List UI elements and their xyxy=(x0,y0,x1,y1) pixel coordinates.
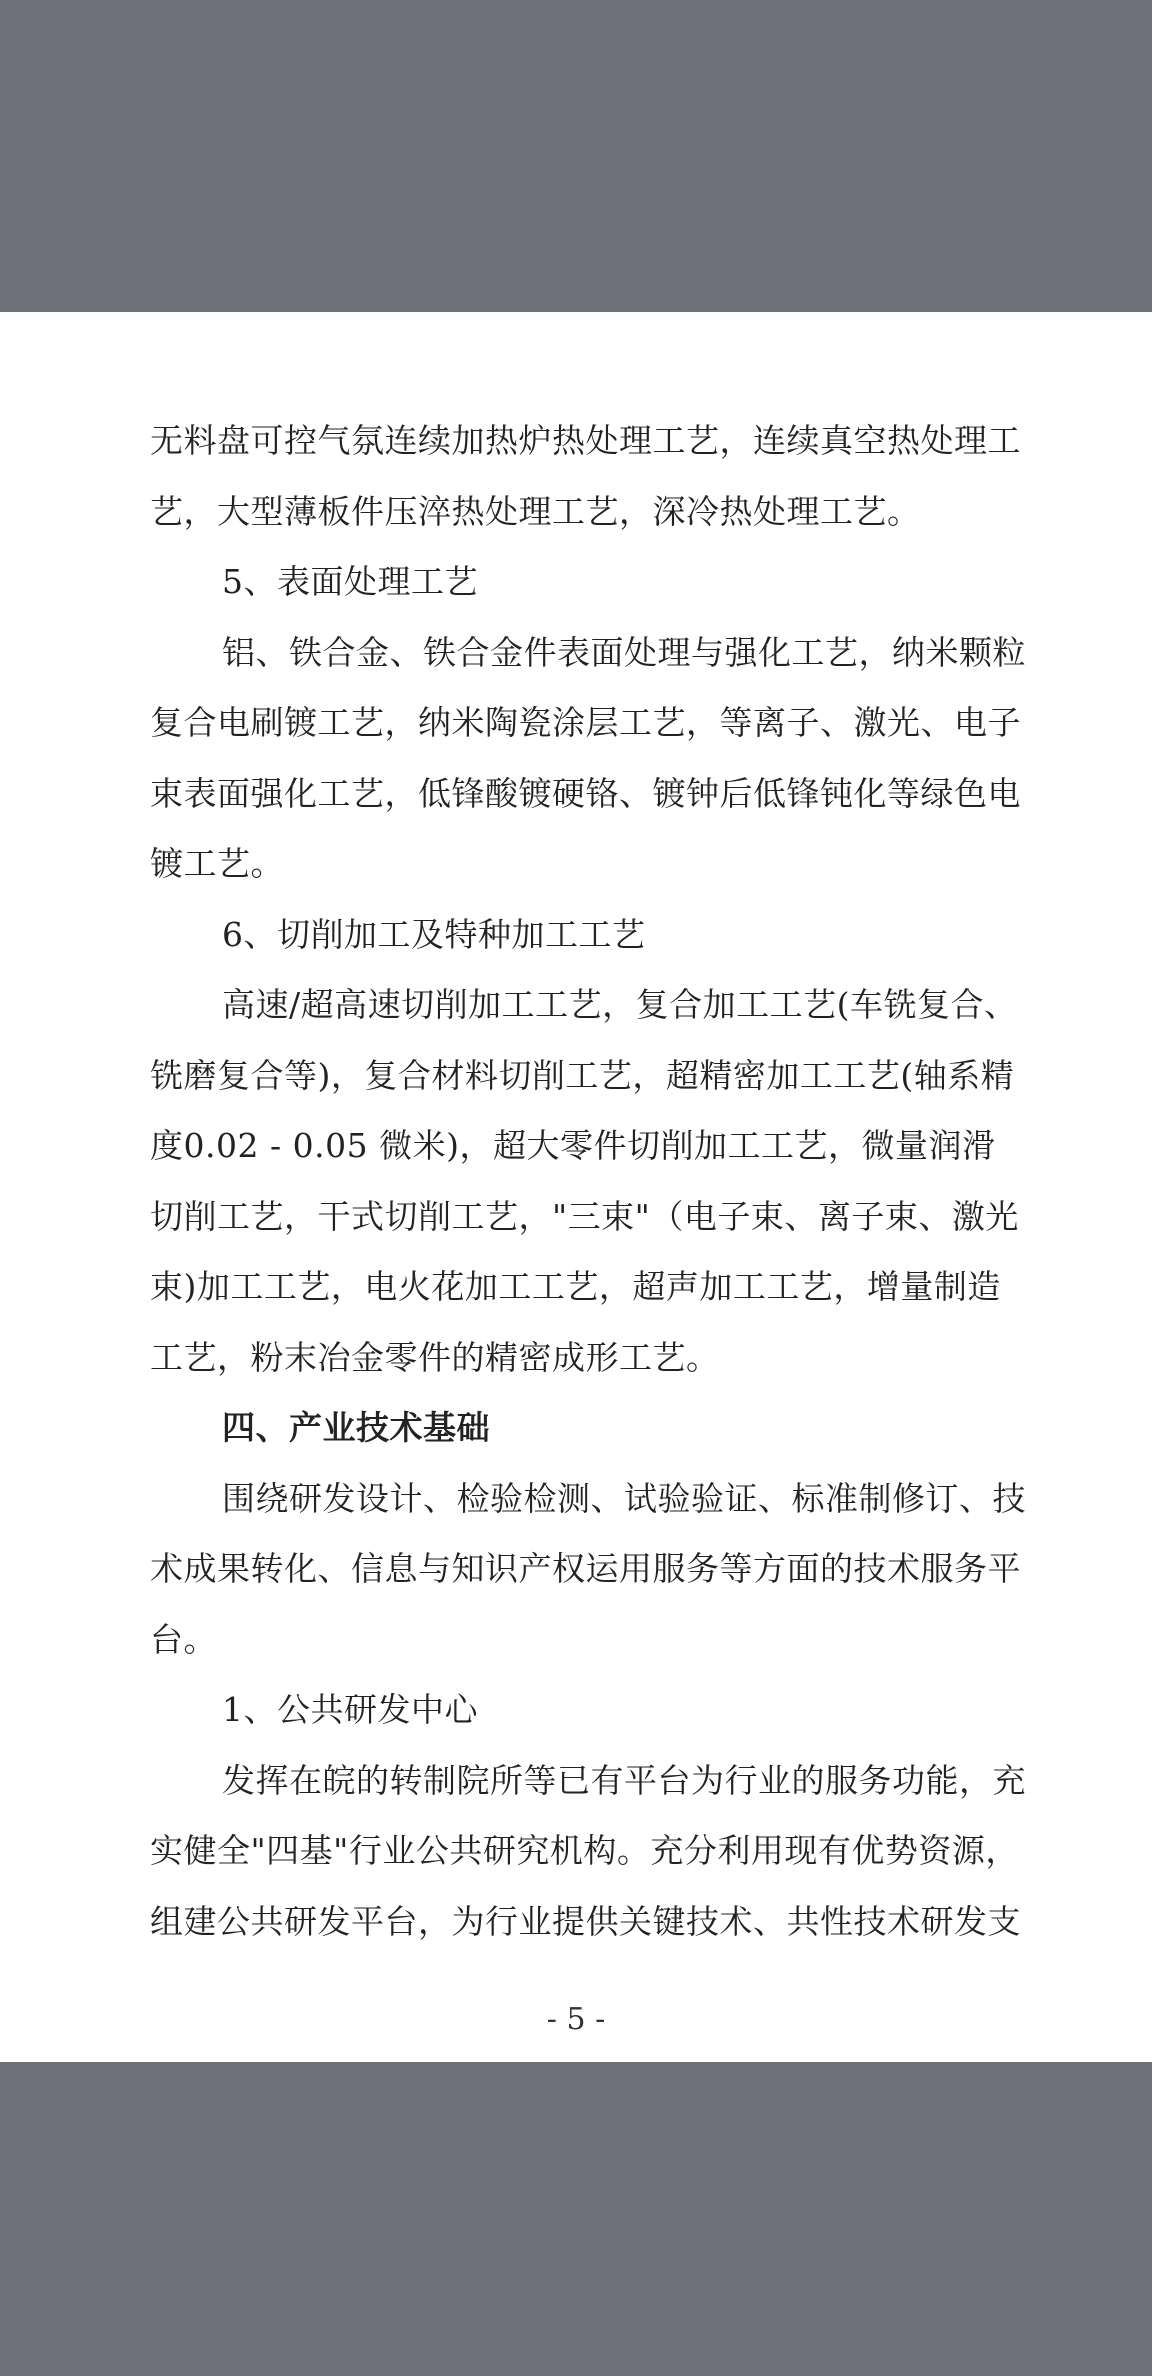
text-line: 工艺，粉末冶金零件的精密成形工艺。 xyxy=(150,1337,720,1377)
text-line: 度0.02 - 0.05 微米)，超大零件切削加工工艺，微量润滑 xyxy=(150,1126,996,1165)
text-line: 铣磨复合等)，复合材料切削工艺，超精密加工工艺(轴系精 xyxy=(150,1055,1015,1095)
text-line: 铝、铁合金、铁合金件表面处理与强化工艺，纳米颗粒 xyxy=(222,632,1026,672)
text-line: 发挥在皖的转制院所等已有平台为行业的服务功能，充 xyxy=(222,1760,1026,1800)
text-line: 实健全"四基"行业公共研究机构。充分利用现有优势资源， xyxy=(150,1831,1019,1870)
page-number: - 5 - xyxy=(546,2002,606,2037)
text-line: 束表面强化工艺，低锋酸镀硬铬、镀钟后低锋钝化等绿色电 xyxy=(150,773,1021,813)
text-line: 组建公共研发平台，为行业提供关键技术、共性技术研发支 xyxy=(150,1901,1021,1941)
text-line: 切削工艺，干式切削工艺，"三束"（电子束、离子束、激光 xyxy=(150,1196,1019,1236)
text-line: 6、切削加工及特种加工工艺 xyxy=(222,914,646,954)
text-line: 镀工艺。 xyxy=(150,844,284,883)
text-line: 台。 xyxy=(150,1619,217,1659)
text-line: 无料盘可控气氛连续加热炉热处理工艺，连续真空热处理工 xyxy=(150,421,1021,460)
document-page xyxy=(0,312,1152,2062)
section-heading: 四、产业技术基础 xyxy=(222,1408,490,1447)
text-line: 围绕研发设计、检验检测、试验验证、标准制修订、技 xyxy=(222,1478,1026,1518)
text-line: 术成果转化、信息与知识产权运用服务等方面的技术服务平 xyxy=(150,1549,1021,1588)
text-line: 高速/超高速切削加工工艺，复合加工工艺(车铣复合、 xyxy=(222,985,1018,1024)
text-line: 束)加工工艺，电火花加工工艺，超声加工工艺，增量制造 xyxy=(150,1267,1001,1306)
text-line: 5、表面处理工艺 xyxy=(222,562,478,601)
document-body xyxy=(150,406,1090,1957)
text-line: 复合电刷镀工艺，纳米陶瓷涂层工艺，等离子、激光、电子 xyxy=(150,703,1021,742)
text-line: 艺，大型薄板件压淬热处理工艺，深冷热处理工艺。 xyxy=(150,491,921,531)
text-line: 1、公共研发中心 xyxy=(222,1690,478,1729)
